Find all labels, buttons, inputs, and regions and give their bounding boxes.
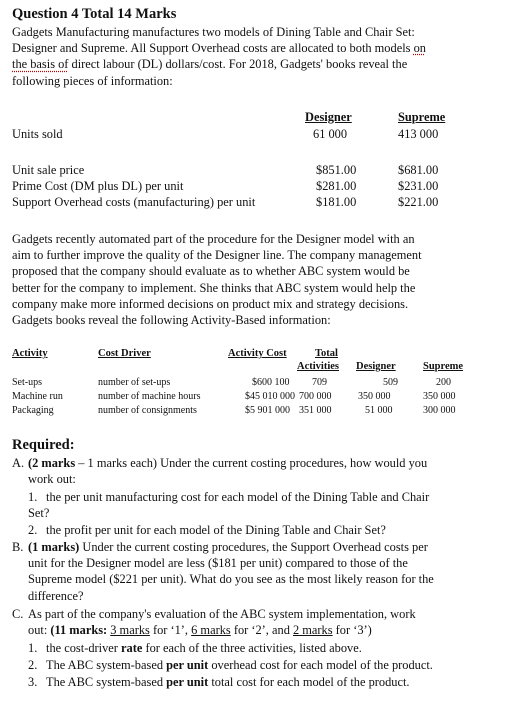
col-header-total: Total xyxy=(315,348,338,359)
abc-row-cost: $600 100 xyxy=(252,377,290,388)
spellcheck-word: on xyxy=(413,41,426,56)
intro-line: Gadgets Manufacturing manufactures two models of Dining Table and Chair Set: xyxy=(12,25,415,39)
abc-row-activity: Machine run xyxy=(12,391,63,402)
abc-paragraph-line: Gadgets books reveal the following Activity-Based information: xyxy=(12,313,331,328)
question-title: Question 4 Total 14 Marks xyxy=(12,6,177,22)
col-header-designer-abc: Designer xyxy=(356,361,396,372)
marks-underlined: 2 marks xyxy=(293,623,333,638)
part-a-item-number: 1. xyxy=(28,490,38,504)
part-a-text: (2 marks – 1 marks each) Under the current costing procedures, how would you work out: xyxy=(28,456,428,487)
abc-row-total: 709 xyxy=(312,377,327,388)
part-c-item-3: The ABC system-based per unit total cost for each model of the product. xyxy=(46,675,410,689)
cell-designer-units: 61 000 xyxy=(313,127,348,141)
col-header-supreme-abc: Supreme xyxy=(423,361,464,372)
abc-paragraph xyxy=(12,231,502,328)
part-a-letter: A. xyxy=(12,456,25,470)
spellcheck-phrase: the basis of xyxy=(12,57,69,72)
part-c-item-number: 1. xyxy=(28,641,38,655)
abc-paragraph-line: Gadgets recently automated part of the procedure for the Designer model with an xyxy=(12,232,415,246)
col-header-cost-driver: Cost Driver xyxy=(98,348,151,359)
abc-row-designer: 51 000 xyxy=(365,405,393,416)
cell-supreme-prime: $231.00 xyxy=(398,179,439,193)
abc-row-supreme: 200 xyxy=(436,377,451,388)
col-header-activity-cost: Activity Cost xyxy=(228,348,287,359)
abc-paragraph-line: aim to further improve the quality of the Designer line. The company management xyxy=(12,248,422,263)
abc-row-driver: number of consignments xyxy=(98,405,197,416)
part-c-item-number: 2. xyxy=(28,658,38,672)
row-label-overhead: Support Overhead costs (manufacturing) per unit xyxy=(12,195,256,209)
part-b-letter: B. xyxy=(12,540,24,554)
part-b-marks: (1 marks) xyxy=(28,540,80,554)
intro-line: following pieces of information: xyxy=(12,73,173,88)
part-b-text: (1 marks) Under the current costing procedures, the Support Overhead costs per unit for the Designer model are less ($181 per unit) compared to those of the Supreme model ($221 per unit). What do you see as the most likely reason for the difference? xyxy=(28,540,434,603)
part-a-item-1-cont: Set? xyxy=(28,506,50,520)
row-label-prime-cost: Prime Cost (DM plus DL) per unit xyxy=(12,179,184,193)
abc-row-designer: 509 xyxy=(383,377,398,388)
abc-row-supreme: 350 000 xyxy=(423,391,456,402)
part-a-item-number: 2. xyxy=(28,523,38,537)
abc-row-driver: number of machine hours xyxy=(98,391,201,402)
abc-row-total: 351 000 xyxy=(299,405,332,416)
abc-paragraph-line: company make more informed decisions on product mix and strategy decisions. xyxy=(12,296,409,311)
abc-row-activity: Packaging xyxy=(12,405,54,416)
part-c-item-2: The ABC system-based per unit overhead cost for each model of the product. xyxy=(46,658,433,672)
col-header-supreme: Supreme xyxy=(398,110,446,124)
part-a-item-2: the profit per unit for each model of the Dining Table and Chair Set? xyxy=(46,523,386,537)
abc-row-cost: $45 010 000 xyxy=(245,391,295,402)
intro-line: the basis of direct labour (DL) dollars/cost. For 2018, Gadgets' books reveal the xyxy=(12,57,408,72)
part-c-text: As part of the company's evaluation of the ABC system implementation, work out: (11 marks: 3 marks for ‘1’, 6 marks for ‘2’, and 2 marks for ‘3’) xyxy=(28,607,416,638)
part-c-item-1: the cost-driver rate for each of the three activities, listed above. xyxy=(46,641,362,655)
col-header-designer: Designer xyxy=(305,110,352,124)
part-a-marks: (2 marks xyxy=(28,456,76,470)
abc-row-supreme: 300 000 xyxy=(423,405,456,416)
required-heading: Required: xyxy=(12,437,75,453)
row-label-unit-price: Unit sale price xyxy=(12,163,85,177)
cell-designer-prime: $281.00 xyxy=(316,179,357,193)
cell-supreme-overhead: $221.00 xyxy=(398,195,439,209)
intro-paragraph xyxy=(12,24,502,89)
abc-row-activity: Set-ups xyxy=(12,377,42,388)
abc-paragraph-line: better for the company to implement. She thinks that ABC system would help the xyxy=(12,280,416,295)
cell-designer-price: $851.00 xyxy=(316,163,357,177)
part-a-item-1: the per unit manufacturing cost for each model of the Dining Table and Chair xyxy=(46,490,430,504)
part-c-item-number: 3. xyxy=(28,675,38,689)
abc-row-cost: $5 901 000 xyxy=(245,405,290,416)
abc-row-driver: number of set-ups xyxy=(98,377,171,388)
marks-underlined: 6 marks xyxy=(191,623,231,638)
abc-paragraph-line: proposed that the company should evaluate as to whether ABC system would be xyxy=(12,264,410,279)
part-c-letter: C. xyxy=(12,607,24,621)
col-header-activity: Activity xyxy=(12,348,48,359)
cell-supreme-price: $681.00 xyxy=(398,163,439,177)
cell-supreme-units: 413 000 xyxy=(398,127,439,141)
abc-row-designer: 350 000 xyxy=(358,391,391,402)
col-header-total-activities: Activities xyxy=(297,361,339,372)
abc-row-total: 700 000 xyxy=(299,391,332,402)
marks-underlined: 3 marks xyxy=(110,623,150,638)
row-label-units-sold: Units sold xyxy=(12,127,63,141)
cell-designer-overhead: $181.00 xyxy=(316,195,357,209)
intro-line: Designer and Supreme. All Support Overhead costs are allocated to both models on xyxy=(12,41,426,56)
